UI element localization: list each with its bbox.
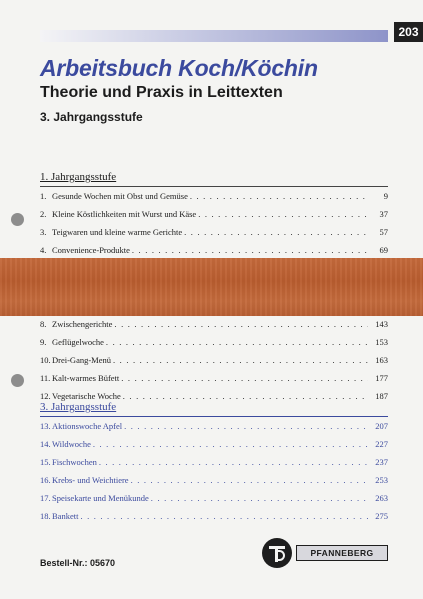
toc-dot-leader — [190, 187, 368, 205]
toc-entry-page: 237 — [375, 457, 388, 467]
toc-dot-leader — [124, 417, 368, 435]
toc-dot-leader — [131, 471, 368, 489]
toc-entry — [40, 369, 388, 387]
header-gradient-bar — [40, 30, 388, 42]
toc-entry — [40, 223, 388, 241]
toc-entry-number: 4. — [40, 245, 47, 255]
toc-section-3 — [40, 400, 388, 525]
toc-entry — [40, 205, 388, 223]
toc-entry-number: 11. — [40, 373, 51, 383]
toc-list — [40, 417, 388, 525]
toc-entry-label: Bankett — [52, 511, 79, 521]
toc-entry — [40, 453, 388, 471]
toc-list — [40, 315, 388, 405]
toc-entry-number: 12. — [40, 391, 51, 401]
toc-entry-label: Convenience-Produkte — [52, 245, 130, 255]
toc-entry — [40, 471, 388, 489]
toc-entry-number: 13. — [40, 421, 51, 431]
toc-entry-page: 227 — [375, 439, 388, 449]
toc-entry-label: Fischwochen — [52, 457, 97, 467]
toc-entry-label: Kalt-warmes Büfett — [52, 373, 120, 383]
book-subtitle: Theorie und Praxis in Leittexten — [40, 84, 283, 101]
toc-entry-page: 9 — [383, 191, 388, 201]
toc-entry-label: Aktionswoche Apfel — [52, 421, 123, 431]
toc-entry-page: 37 — [379, 209, 388, 219]
toc-section-2 — [40, 315, 388, 405]
toc-entry — [40, 315, 388, 333]
toc-entry-number: 17. — [40, 493, 51, 503]
section-heading: 3. Jahrgangsstufe — [40, 401, 117, 413]
order-number: Bestell-Nr.: 05670 — [40, 558, 116, 568]
toc-entry-page: 253 — [375, 475, 388, 485]
toc-entry-page: 69 — [379, 245, 388, 255]
toc-entry-number: 3. — [40, 227, 47, 237]
toc-entry-number: 18. — [40, 511, 51, 521]
toc-dot-leader — [184, 223, 368, 241]
toc-dot-leader — [113, 351, 368, 369]
toc-entry-number: 2. — [40, 209, 47, 219]
toc-entry-number: 15. — [40, 457, 51, 467]
toc-entry — [40, 507, 388, 525]
punch-hole — [11, 213, 24, 226]
toc-entry — [40, 333, 388, 351]
toc-entry-label: Vegetarische Woche — [52, 391, 121, 401]
masking-tape-strip — [0, 258, 423, 316]
toc-entry-label: Wildwoche — [52, 439, 91, 449]
toc-dot-leader — [80, 507, 368, 525]
toc-dot-leader — [198, 205, 368, 223]
toc-entry — [40, 351, 388, 369]
grade-level: 3. Jahrgangsstufe — [40, 110, 143, 124]
toc-entry-label: Geflügelwoche — [52, 337, 104, 347]
toc-entry-number: 10. — [40, 355, 51, 365]
toc-entry-label: Zwischengerichte — [52, 319, 113, 329]
page-number: 203 — [394, 22, 423, 42]
toc-entry-page: 275 — [375, 511, 388, 521]
toc-entry-label: Speisekarte und Menükunde — [52, 493, 149, 503]
toc-entry — [40, 417, 388, 435]
toc-dot-leader — [114, 315, 368, 333]
toc-entry-label: Krebs- und Weichtiere — [52, 475, 129, 485]
toc-entry-label: Gesunde Wochen mit Obst und Gemüse — [52, 191, 188, 201]
publisher-name: PFANNEBERG — [296, 545, 388, 561]
toc-entry-page: 57 — [379, 227, 388, 237]
toc-dot-leader — [99, 453, 368, 471]
toc-entry-number: 1. — [40, 191, 47, 201]
toc-entry-number: 16. — [40, 475, 51, 485]
toc-entry — [40, 435, 388, 453]
toc-entry-label: Teigwaren und kleine warme Gerichte — [52, 227, 183, 237]
toc-entry-label: Drei-Gang-Menü — [52, 355, 112, 365]
book-title: Arbeitsbuch Koch/Köchin — [40, 55, 318, 81]
toc-entry-label: Kleine Köstlichkeiten mit Wurst und Käse — [52, 209, 197, 219]
section-heading: 1. Jahrgangsstufe — [40, 171, 117, 183]
toc-entry-page: 207 — [375, 421, 388, 431]
pfanneberg-logo-icon — [262, 538, 292, 568]
toc-entry-page: 187 — [375, 391, 388, 401]
toc-entry-number: 8. — [40, 319, 47, 329]
toc-entry-page: 163 — [375, 355, 388, 365]
toc-dot-leader — [151, 489, 368, 507]
punch-hole — [11, 374, 24, 387]
toc-dot-leader — [93, 435, 368, 453]
toc-entry-page: 263 — [375, 493, 388, 503]
toc-dot-leader — [132, 241, 368, 259]
toc-entry-page: 153 — [375, 337, 388, 347]
toc-entry — [40, 187, 388, 205]
toc-dot-leader — [121, 369, 368, 387]
toc-entry-number: 9. — [40, 337, 47, 347]
toc-entry-page: 177 — [375, 373, 388, 383]
toc-entry — [40, 489, 388, 507]
toc-dot-leader — [106, 333, 368, 351]
toc-entry — [40, 241, 388, 259]
toc-entry-page: 143 — [375, 319, 388, 329]
toc-entry-number: 14. — [40, 439, 51, 449]
